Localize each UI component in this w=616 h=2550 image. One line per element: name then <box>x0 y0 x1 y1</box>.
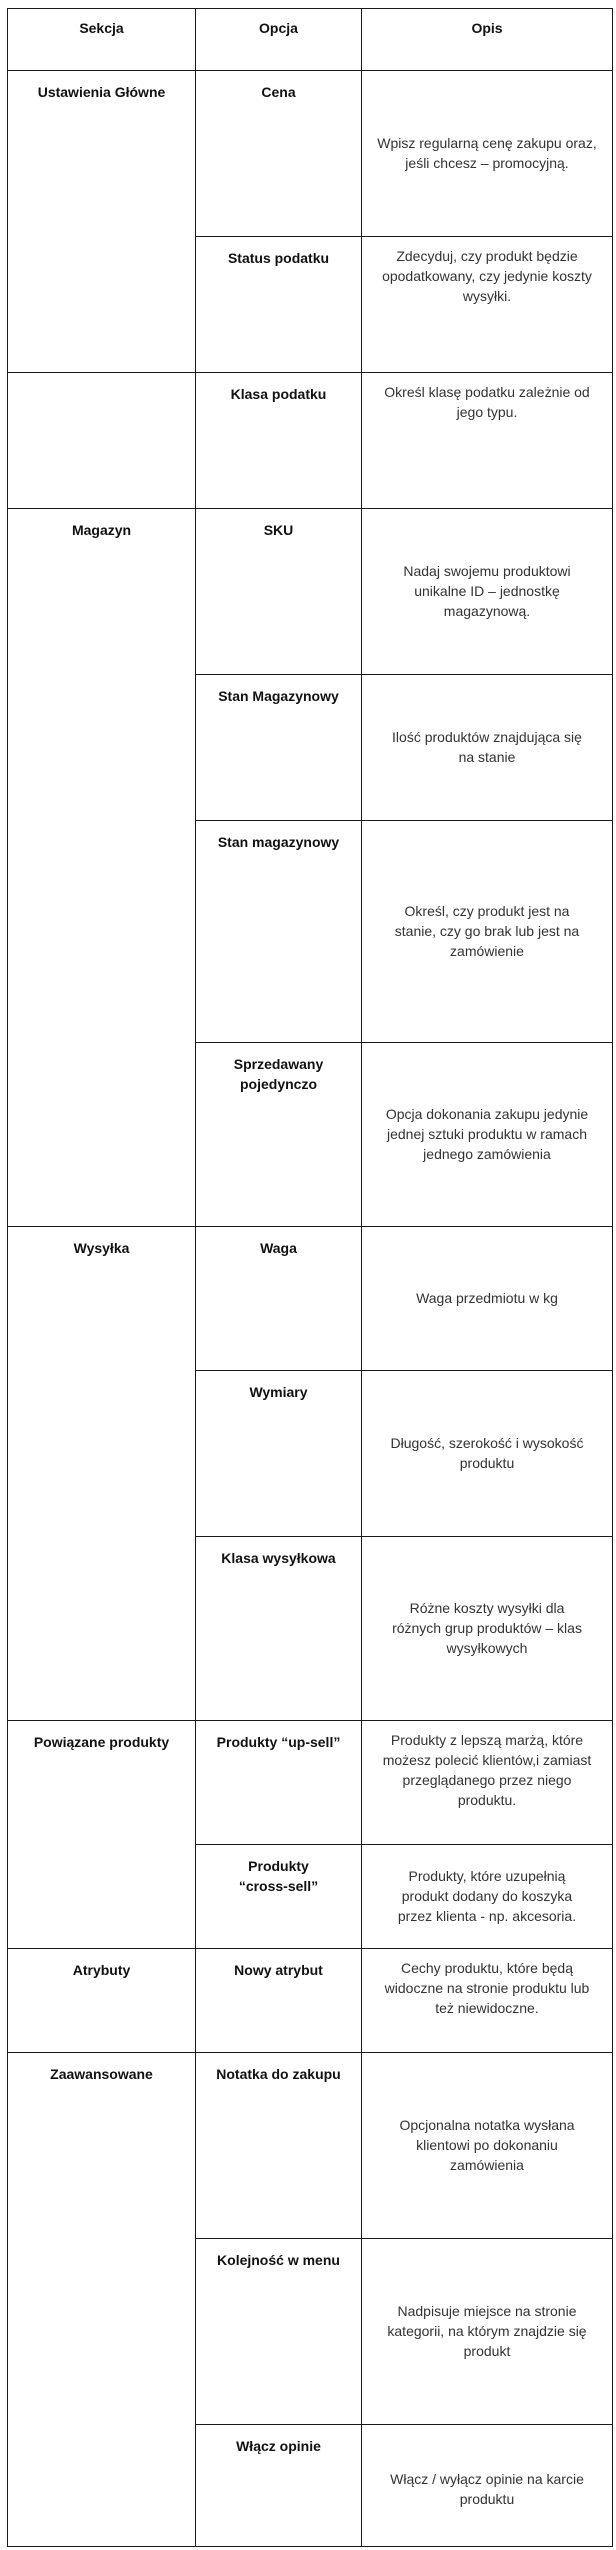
option-kolejnosc-w-menu: Kolejność w menu <box>217 2252 340 2268</box>
description-wymiary: Długość, szerokość i wysokość produktu <box>390 1435 584 1471</box>
section-magazyn: Magazyn <box>71 522 132 538</box>
option-wymiary: Wymiary <box>249 1384 308 1400</box>
description-up-sell: Produkty z lepszą marżą, które możesz polecić klientów,i zamiast przeglądanego przez niego produktu. <box>382 1732 592 1808</box>
grid-line <box>612 8 613 2546</box>
header-opis: Opis <box>471 20 503 36</box>
grid-line <box>7 2546 613 2547</box>
option-klasa-podatku: Klasa podatku <box>230 386 327 402</box>
option-notatka-do-zakupu: Notatka do zakupu <box>216 2066 341 2082</box>
description-kolejnosc-w-menu: Nadpisuje miejsce na stronie kategorii, na którym znajdzie się produkt <box>387 2303 587 2359</box>
option-cena: Cena <box>261 84 296 100</box>
description-status-podatku: Zdecyduj, czy produkt będzie opodatkowany, czy jedynie koszty wysyłki. <box>382 248 592 304</box>
section-atrybuty: Atrybuty <box>72 1962 131 1978</box>
header-sekcja: Sekcja <box>79 20 124 36</box>
option-status-podatku: Status podatku <box>227 250 330 266</box>
description-waga: Waga przedmiotu w kg <box>416 1290 558 1306</box>
description-stan-magazynowy-status: Określ, czy produkt jest na stanie, czy go brak lub jest na zamówienie <box>394 903 580 959</box>
section-wysylka: Wysyłka <box>73 1240 130 1256</box>
section-ustawienia-glowne: Ustawienia Główne <box>37 84 166 100</box>
option-up-sell: Produkty “up-sell” <box>216 1734 341 1750</box>
option-klasa-wysylkowa: Klasa wysyłkowa <box>221 1550 336 1566</box>
option-cross-sell: Produkty “cross-sell” <box>238 1858 319 1894</box>
option-nowy-atrybut: Nowy atrybut <box>234 1962 323 1978</box>
option-stan-magazynowy-status: Stan magazynowy <box>217 834 340 850</box>
option-waga: Waga <box>260 1240 297 1256</box>
option-sku: SKU <box>263 522 294 538</box>
description-cross-sell: Produkty, które uzupełnią produkt dodany do koszyka przez klienta - np. akcesoria. <box>397 1868 577 1924</box>
description-notatka-do-zakupu: Opcjonalna notatka wysłana klientowi po dokonaniu zamówienia <box>399 2117 575 2173</box>
option-wlacz-opinie: Włącz opinie <box>236 2438 321 2454</box>
option-stan-magazynowy-ilosc: Stan Magazynowy <box>218 688 339 704</box>
section-powiazane-produkty: Powiązane produkty <box>33 1734 170 1750</box>
description-cena: Wpisz regularną cenę zakupu oraz, jeśli chcesz – promocyjną. <box>377 135 597 171</box>
header-opcja: Opcja <box>259 20 298 36</box>
description-klasa-wysylkowa: Różne koszty wysyłki dla różnych grup produktów – klas wysyłkowych <box>392 1600 582 1656</box>
description-klasa-podatku: Określ klasę podatku zależnie od jego typu. <box>384 384 590 420</box>
description-stan-magazynowy-ilosc: Ilość produktów znajdująca się na stanie <box>392 729 582 765</box>
option-sprzedawany-pojedynczo: Sprzedawany pojedynczo <box>233 1056 324 1092</box>
section-zaawansowane: Zaawansowane <box>50 2066 153 2082</box>
description-wlacz-opinie: Włącz / wyłącz opinie na karcie produktu <box>390 2471 584 2507</box>
description-nowy-atrybut: Cechy produktu, które będą widoczne na stronie produktu lub też niewidoczne. <box>384 1960 590 2016</box>
description-sku: Nadaj swojemu produktowi unikalne ID – jednostkę magazynową. <box>403 563 571 619</box>
description-sprzedawany-pojedynczo: Opcja dokonania zakupu jedynie jednej sztuki produktu w ramach jednego zamówienia <box>385 1106 589 1162</box>
